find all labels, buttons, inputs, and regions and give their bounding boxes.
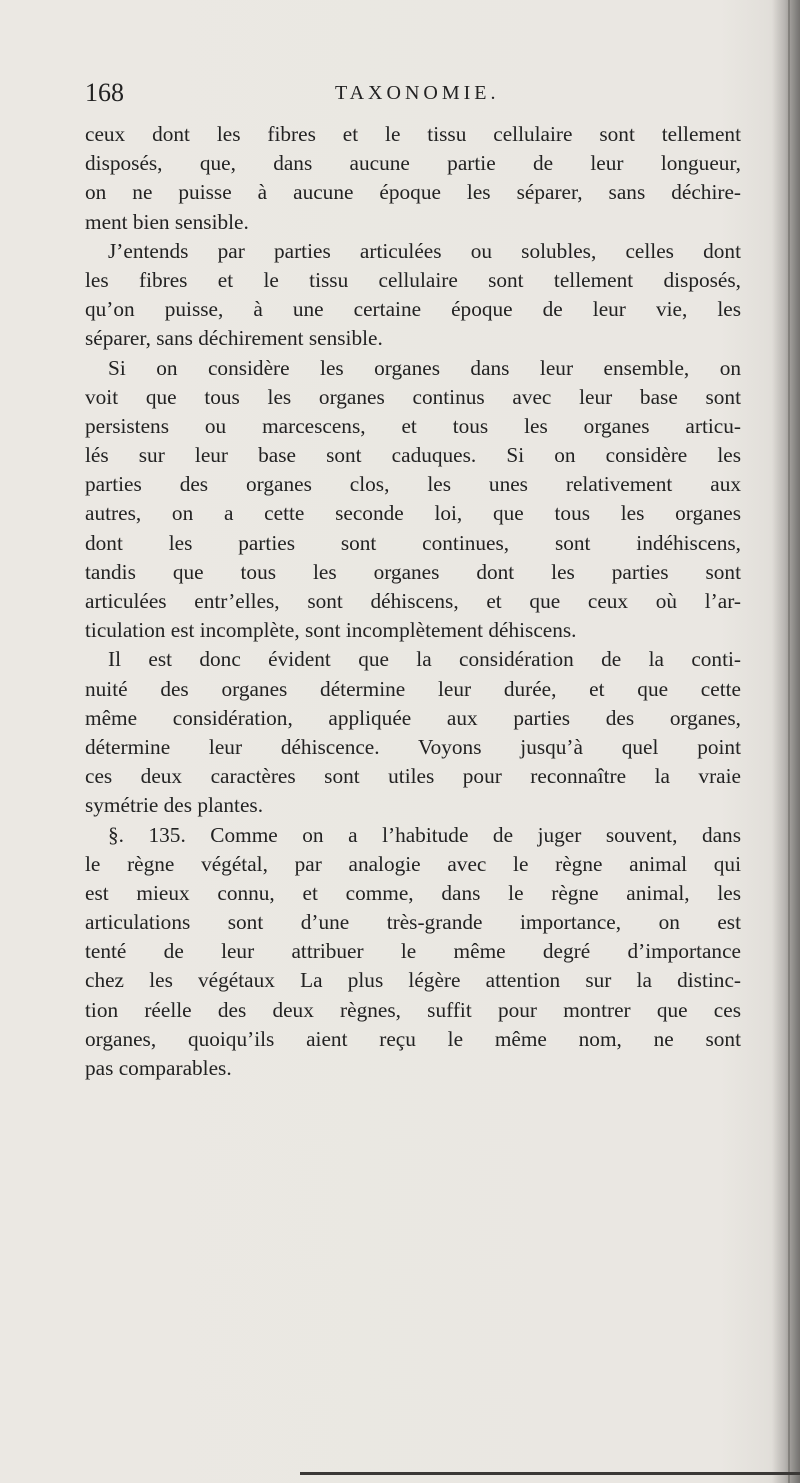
text-line: on ne puisse à aucune époque les séparer, sans déchire- [85, 180, 741, 205]
text-line: Il est donc évident que la considération de la conti- [108, 647, 741, 672]
text-line: voit que tous les organes continus avec leur base sont [85, 384, 741, 409]
text-line: séparer, sans déchirement sensible. [85, 326, 383, 351]
text-line: tion réelle des deux règnes, suffit pour montrer que ces [85, 997, 741, 1022]
body-text [85, 120, 741, 1083]
text-line: lés sur leur base sont caduques. Si on considère les [85, 443, 741, 468]
text-line: autres, on a cette seconde loi, que tous les organes [85, 501, 741, 526]
text-line: ceux dont les fibres et le tissu cellulaire sont tellement [85, 122, 741, 146]
page-header [85, 78, 740, 112]
text-line: qu’on puisse, à une certaine époque de leur vie, les [85, 297, 741, 322]
text-line: articulées entr’elles, sont déhiscens, et que ceux où l’ar- [85, 589, 741, 613]
text-line: parties des organes clos, les unes relativement aux [85, 472, 741, 497]
text-line: dont les parties sont continues, sont indéhiscens, [85, 530, 741, 555]
text-line: ment bien sensible. [85, 209, 249, 234]
text-line: le règne végétal, par analogie avec le règne animal qui [85, 851, 741, 876]
text-line: symétrie des plantes. [85, 793, 264, 818]
text-line: nuité des organes détermine leur durée, et que cette [85, 676, 741, 701]
text-line: même considération, appliquée aux parties des organes, [85, 705, 741, 730]
text-line: pas comparables. [85, 1056, 232, 1080]
page-number: 168 [85, 78, 124, 107]
text-line: Si on considère les organes dans leur ensemble, on [108, 355, 741, 380]
text-line: disposés, que, dans aucune partie de leur longueur, [85, 151, 741, 176]
text-line: organes, quoiqu’ils aient reçu le même nom, ne sont [85, 1026, 741, 1051]
text-line: §. 135. Comme on a l’habitude de juger souvent, dans [108, 822, 741, 847]
page-edge-line [788, 0, 790, 1483]
text-line: ces deux caractères sont utiles pour reconnaître la vraie [85, 764, 741, 789]
text-line: tandis que tous les organes dont les parties sont [85, 559, 741, 584]
page-edge-shadow [772, 0, 800, 1483]
text-line: J’entends par parties articulées ou solubles, celles dont [108, 238, 741, 263]
text-line: est mieux connu, et comme, dans le règne animal, les [85, 880, 741, 905]
text-line: persistens ou marcescens, et tous les organes articu- [85, 413, 741, 438]
running-head: TAXONOMIE. [335, 82, 500, 104]
bottom-edge-line [300, 1472, 800, 1475]
text-line: articulations sont d’une très-grande importance, on est [85, 910, 741, 935]
text-line: ticulation est incomplète, sont incomplètement déhiscens. [85, 618, 577, 643]
text-line: les fibres et le tissu cellulaire sont tellement disposés, [85, 267, 741, 292]
text-line: tenté de leur attribuer le même degré d’importance [85, 939, 741, 964]
text-line: chez les végétaux La plus légère attention sur la distinc- [85, 968, 741, 993]
text-line: détermine leur déhiscence. Voyons jusqu’à quel point [85, 734, 741, 759]
